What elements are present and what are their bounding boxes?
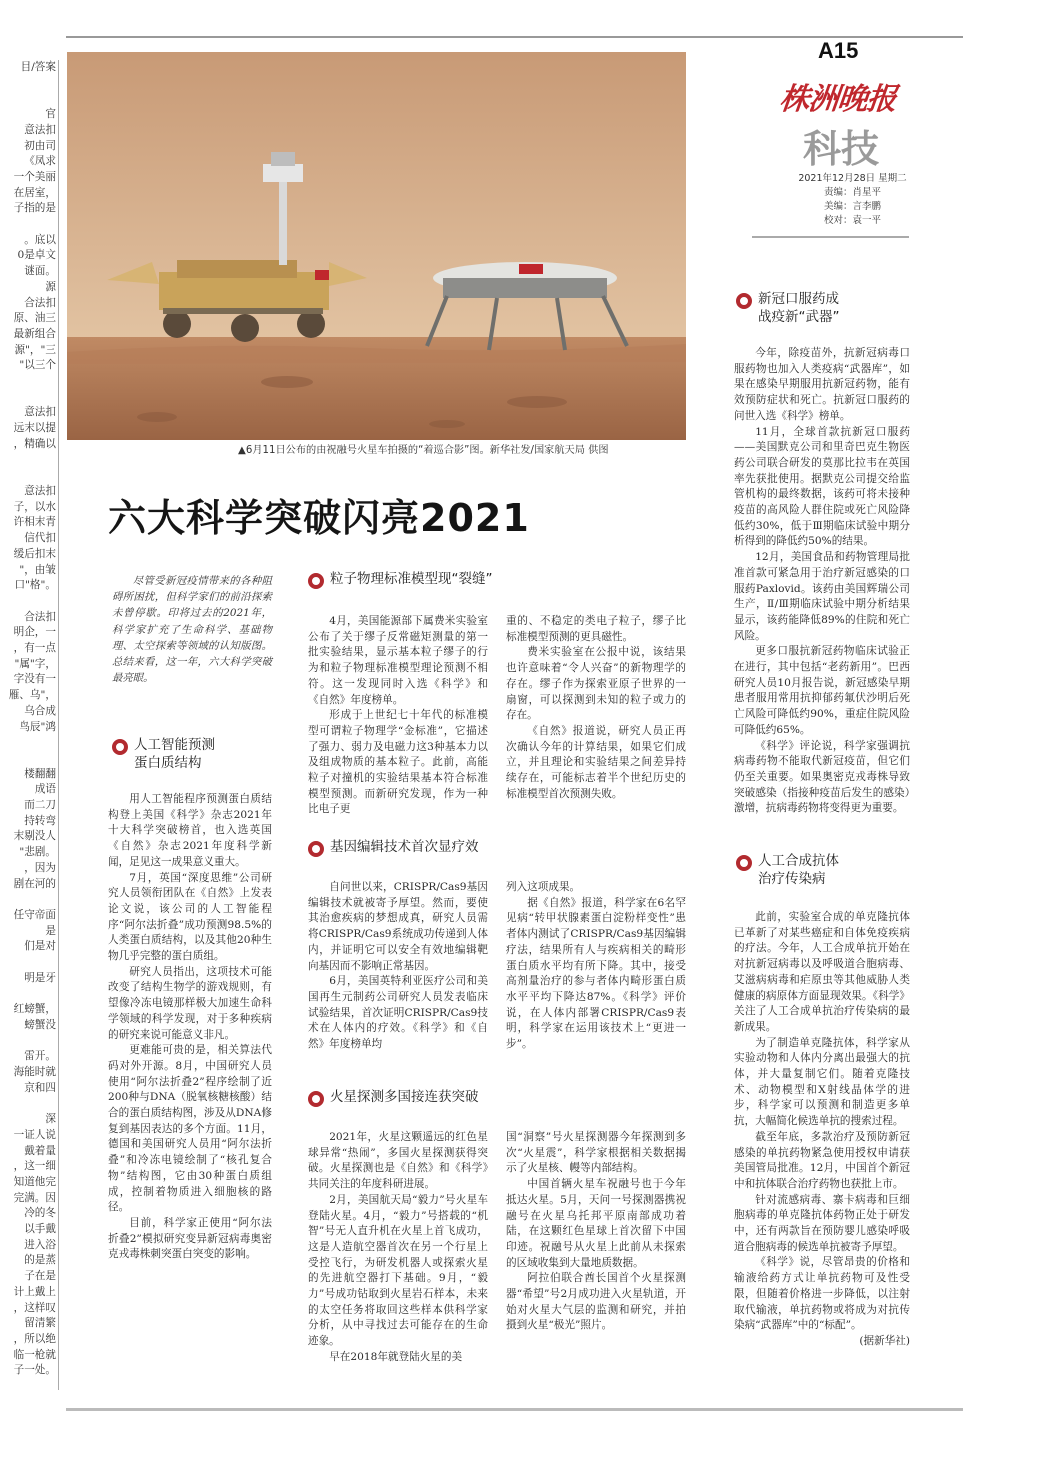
source-credit: (据新华社) <box>859 1334 910 1347</box>
antibody-paragraph: 针对流感病毒、寨卡病毒和巨细胞病毒的单克隆抗体药物正处于研发中，还有两款旨在预防婴儿感染呼吸道合胞病毒的候选单抗被寄予厚望。 <box>734 1193 910 1253</box>
left-cut-line: 而二刀 <box>24 799 56 812</box>
left-cut-line: ，有一点 <box>13 642 56 655</box>
left-cut-line: 红螃蟹， <box>13 1003 56 1016</box>
ai-body <box>108 792 272 1263</box>
particle-paragraph: 费米实验室在公报中说，该结果也许意味着“令人兴奋”的新物理学的存在。缪子作为探索亚原子世界的一扇窗，可以探测到未知的粒子或力的存在。 <box>506 646 686 722</box>
left-cut-line <box>0 735 56 751</box>
left-cut-line: 意法扣 <box>24 484 56 497</box>
section-heading-covid <box>736 290 916 326</box>
left-cut-line: 深 <box>45 1113 56 1126</box>
mars-paragraph: 中国首辆火星车祝融号也于今年抵达火星。5月，天问一号探测器携祝融号在火星乌托邦平原南部成功着陆，在这颗红色星球上首次留下中国印迹。祝融号从火星上此前从未探索的区域收集到大量地质数据。 <box>506 1178 686 1269</box>
main-headline: 六大科学突破闪亮2021 <box>108 496 530 540</box>
particle-paragraph: 《自然》报道说，研究人员正再次确认今年的计算结果，如果它们成立，并且理论和实验结果之间差异持续存在，可能标志着半个世纪历史的标准模型首次预测失败。 <box>506 724 686 800</box>
mars-paragraph: 阿拉伯联合酋长国首个火星探测器“希望”号2月成功进入火星轨道，开始对火星大气层的监测和研究，并拍摄到火星“极光”照片。 <box>506 1272 686 1332</box>
left-cut-line: 子一处。 <box>13 1364 56 1377</box>
left-cut-line: 意法扣 <box>24 406 56 419</box>
ai-paragraph: 7月，英国“深度思维”公司研究人员领衔团队在《自然》上发表论文说，该公司的人工智能程序“阿尔法折叠”成功预测98.5%的人类蛋白质结构，以及其他20种生物几乎完整的蛋白质组。 <box>108 871 272 963</box>
left-cut-line: 一证人说 <box>13 1128 56 1141</box>
left-cut-line: 雷开。 <box>24 1050 56 1063</box>
mars-paragraph: 2021年，火星这颗遥远的红色星球异常“热闹”，多国火星探测获得突破。火星探测也是《自然》和《科学》共同关注的年度科研进展。 <box>308 1131 488 1191</box>
bottom-rule <box>66 1408 963 1411</box>
section-heading-ai <box>112 736 282 772</box>
left-cut-line <box>0 468 56 484</box>
section-bullet-icon <box>112 739 128 755</box>
left-cut-line: ，精确以 <box>13 437 56 450</box>
mars-paragraph: 早在2018年就登陆火星的美 <box>329 1350 463 1363</box>
left-cut-line <box>0 892 56 908</box>
left-cut-line: 临一枪就 <box>13 1348 56 1361</box>
left-cut-line <box>0 1034 56 1050</box>
particle-title: 粒子物理标准模型现“裂缝” <box>330 571 493 587</box>
left-cut-line: 们是对 <box>24 940 56 953</box>
mars-col1 <box>308 1130 488 1366</box>
covid-paragraph: 11月，全球首款抗新冠口服药——美国默克公司和里奇巴克生物医药公司联合研发的莫那比拉韦在英国率先获批使用。据默克公司提交给监管机构的最终数据，该药可将未接种疫苗的高风险人群住院或死亡风险降低约30%，低于Ⅲ期临床试验中期分析得到的降低约50%的结果。 <box>734 425 910 548</box>
left-cut-line: 计上戴上 <box>13 1285 56 1298</box>
antibody-body <box>734 910 910 1350</box>
lead-paragraph: 尽管受新冠疫情带来的各种阻碍所困扰，但科学家们的前沿探索未曾停歇。印将过去的2021年，科学家扩充了生命科学、基础物理、太空探索等领域的认知版图。总结来看，这一年，六大科学突破最亮眼。 <box>112 575 272 685</box>
proofreader-credit: 校对：袁一平 <box>823 215 881 226</box>
section-bullet-icon <box>736 293 752 309</box>
section-bullet-icon <box>736 855 752 871</box>
left-cut-line: 口"格"。 <box>14 579 56 592</box>
ai-paragraph: 研究人员指出，这项技术可能改变了结构生物学的游戏规则，有望像冷冻电镜那样极大加速生命科学领域的科学发现，对于多种疾病的研究来说可能意义非凡。 <box>108 965 272 1041</box>
antibody-paragraph: 此前，实验室合成的单克隆抗体已革新了对某些癌症和自体免疫疾病的疗法。今年，人工合成单抗开始在对抗新冠病毒以及呼吸道合胞病毒、艾滋病病毒和疟原虫等其他威胁人类健康的病原体方面显现效果。《科学》关注了人工合成单抗治疗传染病的最新成果。 <box>734 911 910 1033</box>
antibody-title-line1: 人工合成抗体 <box>758 853 839 869</box>
ai-paragraph: 目前，科学家正使用“阿尔法折叠2”模拟研究变异新冠病毒奥密克戎毒株刺突蛋白突变的影响。 <box>108 1216 272 1261</box>
left-cut-line: 明是牙 <box>24 971 56 984</box>
section-bullet-icon <box>308 841 324 857</box>
ai-paragraph: 更难能可贵的是，相关算法代码对外开源。8月，中国研究人员使用“阿尔法折叠2”程序绘制了近200种与DNA（脱氧核糖核酸）结合的蛋白质结构图，涉及从DNA修复到基因表达的多个方面。11月，德国和美国研究人员用“阿尔法折叠”和冷冻电镜绘制了“核孔复合物”结构图，它由30种蛋白质组成，控制着物质进入细胞核的路径。 <box>108 1044 272 1214</box>
antibody-paragraph: 《科学》说，尽管昂贵的价格和输液给药方式让单抗药物可及性受限，但随着价格进一步降低，以注射取代输液，单抗药物或将成为对抗传染病“武器库”中的“标配”。 <box>734 1256 910 1332</box>
left-cut-line <box>0 751 56 767</box>
mars-paragraph: 国“洞察”号火星探测器今年探测到多次“火星震”，科学家根据相关数据揭示了火星核、幔等内部结构。 <box>506 1131 686 1175</box>
ai-title-line1: 人工智能预测 <box>134 737 215 753</box>
left-cut-line: 《凤求 <box>24 155 56 168</box>
left-cut-line: 信代扣 <box>24 532 56 545</box>
mars-rover-photo <box>67 52 686 440</box>
covid-paragraph: 更多口服抗新冠药物临床试验正在进行，其中包括“老药新用”。巴西研究人员10月报告说，新冠感染早期患者服用常用抗抑郁药氟伏沙明后死亡风险可降低约90%，重症住院风险可降低约65%。 <box>734 645 910 736</box>
mars-col2 <box>506 1130 686 1334</box>
left-cut-line: ，这样叹 <box>13 1301 56 1314</box>
left-cut-line <box>0 1096 56 1112</box>
left-cut-line: 字没有一 <box>13 673 56 686</box>
left-cut-line: 最新组合 <box>13 327 56 340</box>
particle-col1 <box>308 614 488 818</box>
left-cut-line: 许相末青 <box>13 516 56 529</box>
left-cut-line: 官 <box>45 108 56 121</box>
left-cut-line: 远末以提 <box>13 422 56 435</box>
left-cut-line: 末剔没人 <box>13 830 56 843</box>
left-cut-line <box>0 217 56 233</box>
left-cut-line: 是 <box>45 924 56 937</box>
left-cut-line: 初由司 <box>24 139 56 152</box>
left-cut-line <box>0 955 56 971</box>
left-cut-line: 完满。因 <box>13 1191 56 1204</box>
left-cut-line: 知道他完 <box>13 1175 56 1188</box>
left-cut-line: "，由皱 <box>19 563 56 576</box>
page-number: A15 <box>818 38 859 63</box>
gene-paragraph: 自问世以来，CRISPR/Cas9基因编辑技术就被寄予厚望。然而，要使其治愈疾病的梦想成真，研究人员需将CRISPR/Cas9系统成功传递到人体内，并证明它可以安全有效地编辑靶向基因而不影响正常基因。 <box>308 881 488 972</box>
left-cut-line: "悲剧。 <box>19 846 56 859</box>
covid-paragraph: 《科学》评论说，科学家强调抗病毒药物不能取代新冠疫苗，但它们仍至关重要。如果奥密克戎毒株导致突破感染（指接种疫苗后发生的感染）激增，抗病毒药物将变得更为重要。 <box>734 739 910 815</box>
left-cut-line: 子指的是 <box>13 202 56 215</box>
gene-col2 <box>506 880 686 1053</box>
photo-caption: ▲6月11日公布的由祝融号火星车拍摄的“着巡合影”图。新华社发/国家航天局 供图 <box>238 445 609 456</box>
left-cut-line: "以三个 <box>19 359 56 372</box>
left-cut-line: 一个美丽 <box>13 170 56 183</box>
left-cut-line: 0是卓文 <box>17 249 56 262</box>
covid-paragraph: 今年，除疫苗外，抗新冠病毒口服药物也加入人类疫病“武器库”，如果在感染早期服用抗新冠药物，能有效预防症状和死亡。抗新冠口服药的问世入选《科学》榜单。 <box>734 347 910 422</box>
mars-paragraph: 2月，美国航天局“毅力”号火星车登陆火星。4月，“毅力”号搭载的“机智”号无人直升机在火星上首飞成功，这是人造航空器首次在另一个行星上受控飞行，为研发机器人或探索火星的先进航空器打下基础。9月，“毅力”号成功钻取到火星岩石样本，未来的太空任务将取回这些样本供科学家分析，从中寻找过去可能存在的生命迹象。 <box>308 1193 488 1348</box>
particle-paragraph: 重的、不稳定的类电子粒子，缪子比标准模型预测的更具磁性。 <box>506 615 686 643</box>
left-cut-line: 楼翻翻 <box>24 767 56 780</box>
ai-paragraph: 用人工智能程序预测蛋白质结构登上美国《科学》杂志2021年十大科学突破榜首，也入选英国《自然》杂志2021年度科学新闻，足见这一成果意义重大。 <box>108 793 272 868</box>
issue-date: 2021年12月28日 星期二 <box>798 173 907 184</box>
left-cut-line: 源"，"三 <box>14 343 56 356</box>
designer-credit: 美编：言李鹏 <box>823 201 881 212</box>
left-column-divider <box>58 60 59 1390</box>
particle-paragraph: 形成于上世纪七十年代的标准模型可谓粒子物理学“金标准”，它描述了强力、弱力及电磁力这3种基本力以及组成物质的基本粒子。此前，高能粒子对撞机的实验结果基本符合标准模型预测。而新研究发现，作为一种比电子更 <box>308 709 488 816</box>
left-cut-line: 子在是 <box>24 1270 56 1283</box>
left-cut-line: 谜面。 <box>24 265 56 278</box>
left-cut-line: 留清繁 <box>24 1317 56 1330</box>
section-name: 科技 <box>803 127 880 171</box>
gene-paragraph: 列入这项成果。 <box>506 881 581 893</box>
left-cut-line <box>0 594 56 610</box>
covid-paragraph: 12月，美国食品和药物管理局批准首款可紧急用于治疗新冠感染的口服药Paxlovid。该药由美国辉瑞公司生产，Ⅱ/Ⅲ期临床试验中期分析结果显示，该药能降低89%的住院和死亡风险。 <box>734 551 910 642</box>
header-divider <box>752 236 909 238</box>
section-bullet-icon <box>308 573 324 589</box>
left-cut-line: ，因为 <box>24 861 56 874</box>
left-cut-line: 任守帝面 <box>13 908 56 921</box>
left-cut-line: 成语 <box>34 783 56 796</box>
left-cut-line: 原、油三 <box>13 312 56 325</box>
left-cut-line: 戴着量 <box>24 1144 56 1157</box>
left-cut-line <box>0 453 56 469</box>
section-heading-antibody <box>736 852 916 888</box>
gene-paragraph: 据《自然》报道，科学家在6名罕见病“转甲状腺素蛋白淀粉样变性”患者体内测试了CRISPR/Cas9基因编辑疗法，结果所有人与疾病相关的畸形蛋白质水平均有所下降。其中，接受高剂量治疗的参与者体内畸形蛋白质水平平均下降达87%。《科学》评价说，在人体内部署CRISPR/Cas9表明，科学家在运用该技术上“更进一步”。 <box>506 896 686 1051</box>
left-cut-line: 子，以水 <box>13 500 56 513</box>
left-cut-line: "属"字， <box>14 657 56 670</box>
left-cut-line <box>0 91 56 107</box>
left-cut-line: 雁、乌"， <box>8 689 56 702</box>
left-cut-line: 缓后扣末 <box>13 547 56 560</box>
left-cut-line: 的是蒸 <box>24 1254 56 1267</box>
section-heading-particle <box>308 570 688 589</box>
left-cut-line: 鸟辰"鸿 <box>19 720 56 733</box>
particle-col2 <box>506 614 686 802</box>
issue-info <box>790 172 915 228</box>
masthead-logo: 株洲晚报 <box>777 82 898 117</box>
particle-paragraph: 4月，美国能源部下属费米实验室公布了关于缪子反常磁矩测量的第一批实验结果，显示基本粒子缪子的行为和粒子物理标准模型理论预测不相符。这一发现同时入选《科学》和《自然》年度榜单。 <box>308 615 488 706</box>
left-cut-line: 意法扣 <box>24 123 56 136</box>
left-cut-line: 源 <box>45 280 56 293</box>
section-bullet-icon <box>308 1091 324 1107</box>
left-cut-line <box>0 986 56 1002</box>
section-heading-gene <box>308 838 688 857</box>
left-cut-line <box>0 76 56 92</box>
left-cut-line: 海能时就 <box>13 1066 56 1078</box>
left-cut-line: 合法扣 <box>24 296 56 309</box>
mars-title: 火星探测多国接连获突破 <box>330 1089 479 1105</box>
antibody-paragraph: 为了制造单克隆抗体，科学家从实验动物和人体内分离出最强大的抗体，并大量复制它们。随着克隆技术、动物模型和X射线晶体学的进步，科学家可以预测和制造更多单抗，大幅简化候选单抗的搜索过程。 <box>734 1036 910 1128</box>
covid-body <box>734 346 910 817</box>
left-cut-lines <box>0 60 56 1379</box>
left-cut-line: 持转弯 <box>24 814 56 827</box>
left-cut-line: 冷的冬 <box>24 1207 56 1220</box>
left-cut-line: 。底以 <box>24 233 56 246</box>
covid-title-line1: 新冠口服药成 <box>758 291 839 307</box>
left-cut-line: ，这一细 <box>13 1160 56 1173</box>
left-cut-column <box>0 60 56 1380</box>
ai-title-line2: 蛋白质结构 <box>134 755 202 771</box>
section-heading-mars <box>308 1088 688 1107</box>
left-cut-line: 明企，一 <box>13 626 56 639</box>
left-cut-line: 京和四 <box>24 1081 56 1094</box>
left-cut-line <box>0 374 56 390</box>
editor-credit: 责编：肖星平 <box>823 187 881 198</box>
gene-col1 <box>308 880 488 1053</box>
left-cut-line: 目/答案 <box>20 61 56 73</box>
antibody-title-line2: 治疗传染病 <box>758 871 826 887</box>
antibody-paragraph: 截至年底，多款治疗及预防新冠感染的单抗药物紧急使用授权申请获美国管局批准。12月，中国首个新冠中和抗体联合治疗药物也获批上市。 <box>734 1130 910 1190</box>
left-cut-line: 剧在河的 <box>13 877 56 890</box>
left-cut-line: 乌合成 <box>24 704 56 717</box>
covid-title-line2: 战疫新“武器” <box>758 309 840 325</box>
left-cut-line: 螃蟹没 <box>24 1018 56 1031</box>
left-cut-line: 合法扣 <box>24 610 56 623</box>
left-cut-line <box>0 390 56 406</box>
left-cut-line: 在居室， <box>13 186 56 199</box>
left-cut-line: 以手戴 <box>24 1223 56 1236</box>
gene-title: 基因编辑技术首次显疗效 <box>330 839 479 855</box>
left-cut-line: ，所以绝 <box>13 1332 56 1345</box>
rover-lander-illustration <box>67 52 686 440</box>
left-cut-line: 进入浴 <box>24 1238 56 1251</box>
gene-paragraph: 6月，美国英特利亚医疗公司和美国再生元制药公司研究人员发表临床试验结果，首次证明CRISPR/Cas9技术在人体内的疗效。《科学》和《自然》年度榜单均 <box>308 975 488 1051</box>
